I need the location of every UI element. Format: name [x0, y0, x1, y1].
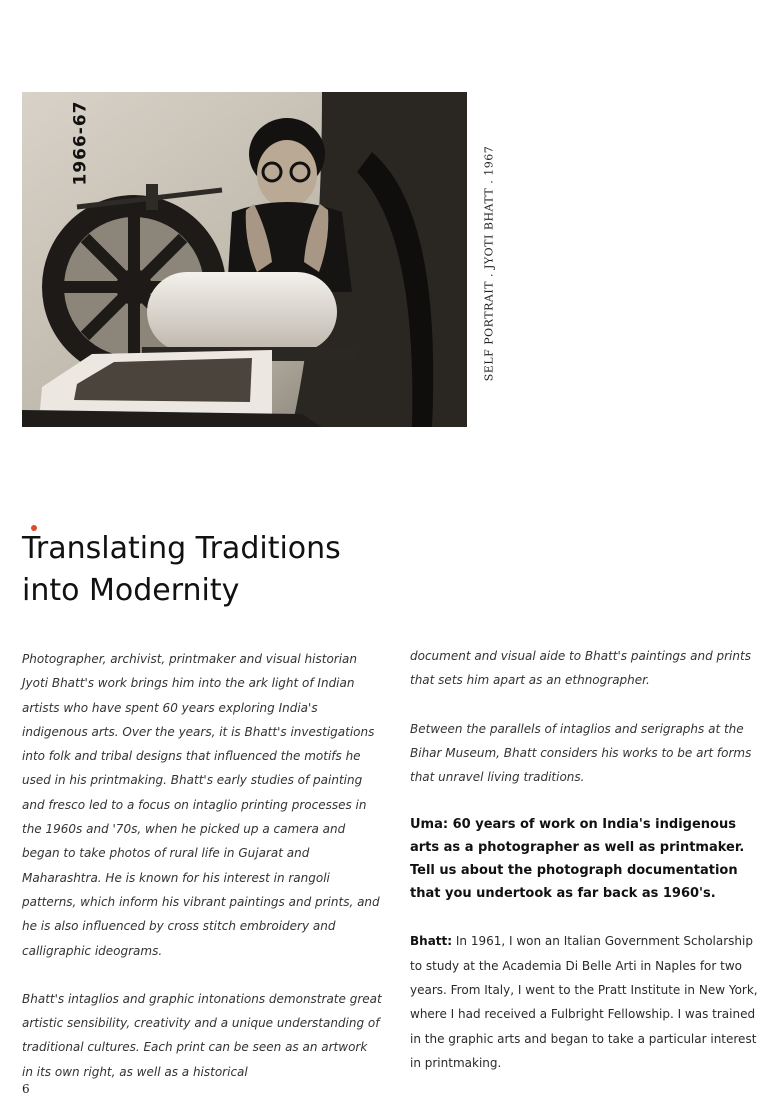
- year-label: [66, 98, 96, 188]
- year-label-text: 1966-67: [71, 100, 91, 186]
- interview-answer: [410, 929, 765, 1075]
- interview-question: Uma: 60 years of work on India's indigenous arts as a photographer as well as printmaker. Tell us about the photograph documentation that you undertook as far back as 1960's.: [410, 817, 745, 902]
- answer-text: In 1961, I won an Italian Government Scholarship to study at the Academia Di Belle Arti in Naples for two years. From Italy, I went to the Pratt Institute in New York, where I had received a Fulbright Fellowship. I was trained in the graphic arts and began to take a particular interest in printmaking.: [410, 934, 758, 1070]
- left-column: [22, 647, 382, 1108]
- answer-speaker: Bhatt:: [410, 934, 453, 949]
- continuation-paragraph: document and visual aide to Bhatt's paintings and prints that sets him apart as an ethnographer.: [410, 649, 751, 688]
- photo-caption-text: SELF PORTRAIT . JYOTI BHATT . 1967: [482, 145, 496, 381]
- right-column: [410, 644, 765, 1099]
- page-number: 6: [22, 1082, 30, 1096]
- intro-paragraph: Photographer, archivist, printmaker and visual historian Jyoti Bhatt's work brings him into the ark light of Indian artists who have spent 60 years exploring India's indigenous arts. Over the years, it is Bhatt's investigations into folk and tribal designs that influenced the motifs he used in his printmaking. Bhatt's early studies of painting and fresco led to a focus on intaglio printing processes in the 1960s and '70s, when he picked up a camera and began to take photos of rural life in Gujarat and Maharashtra. He is known for his interest in rangoli patterns, which inform his vibrant paintings and prints, and he is also influenced by cross stitch embroidery and calligraphic ideograms.: [22, 652, 380, 958]
- title-line-2: into Modernity: [22, 573, 240, 608]
- article-title: [22, 528, 442, 612]
- photo-caption: [474, 98, 504, 428]
- intaglio-paragraph: Bhatt's intaglios and graphic intonations demonstrate great artistic sensibility, creativity and a unique understanding of traditional cultures. Each print can be seen as an artwork in its own right, as well as a historical: [22, 991, 382, 1079]
- title-line-1: Translating Traditions: [22, 531, 341, 566]
- bihar-museum-paragraph: Between the parallels of intaglios and serigraphs at the Bihar Museum, Bhatt considers his works to be art forms that unravel living traditions.: [410, 721, 752, 785]
